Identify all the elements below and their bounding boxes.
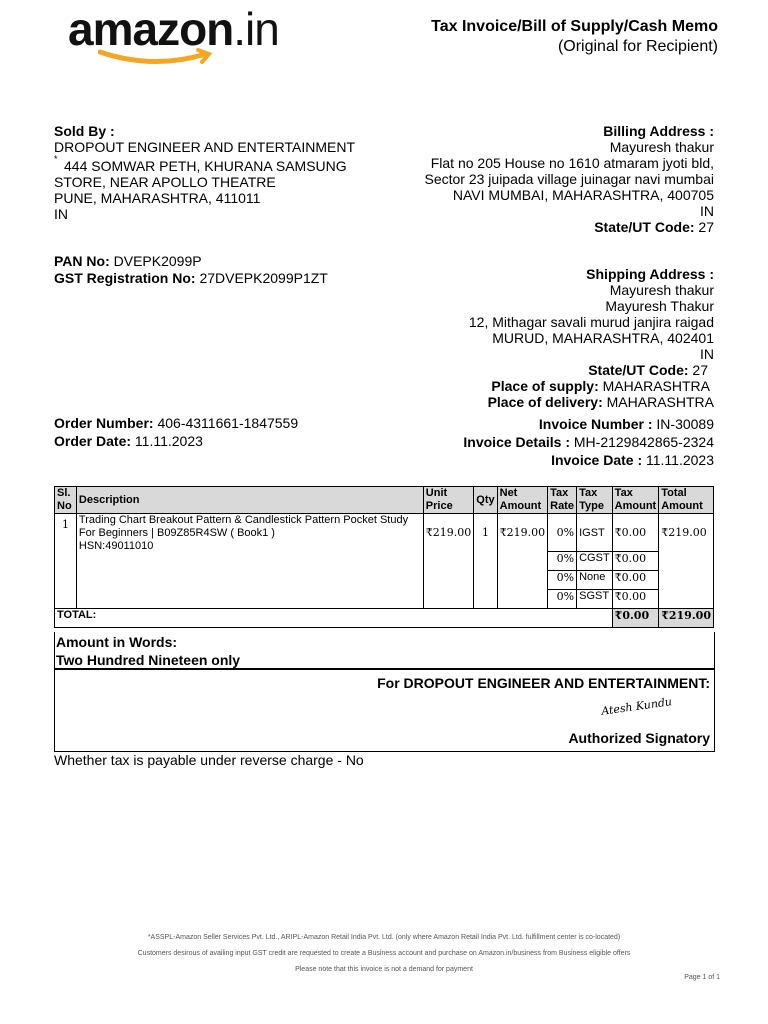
tax-type-3: SGST xyxy=(577,590,613,609)
billing-line1: Mayuresh thakur xyxy=(609,139,714,155)
order-number-value: 406-4311661-1847559 xyxy=(157,415,299,431)
seller-name: DROPOUT ENGINEER AND ENTERTAINMENT xyxy=(54,139,356,155)
total-row xyxy=(55,609,714,628)
tax-type-0: IGST xyxy=(577,514,613,552)
order-date-row xyxy=(54,433,203,449)
invoice-date-value: 11.11.2023 xyxy=(646,452,714,468)
col-tax-type: Tax Type xyxy=(577,487,613,514)
total-amount: ₹219.00 xyxy=(659,609,714,628)
sold-by-label: Sold By : xyxy=(54,123,115,139)
order-number-label: Order Number: xyxy=(54,415,154,431)
billing-address xyxy=(374,123,714,235)
page-number: Page 1 of 1 xyxy=(684,974,720,981)
item-description xyxy=(76,514,423,609)
footer-line2: Customers desirous of availing input GST credit are requested to create a Business account and purchase on Amazon.in/business from Business eligible offers xyxy=(137,950,631,957)
col-unit-price: Unit Price xyxy=(423,487,474,514)
billing-line5: IN xyxy=(700,203,714,219)
billing-line2: Flat no 205 House no 1610 atmaram jyoti bld, xyxy=(430,155,714,171)
tax-amount-2: ₹0.00 xyxy=(612,571,659,590)
billing-state-label: State/UT Code: xyxy=(594,219,695,235)
items-table xyxy=(54,486,714,628)
item-net-amount: ₹219.00 xyxy=(497,514,548,609)
tax-type-2: None xyxy=(577,571,613,590)
invoice-details-value: MH-2129842865-2324 xyxy=(573,434,714,450)
delivery-value: MAHARASHTRA xyxy=(606,394,714,410)
item-desc-line2: For Beginners | B09Z85R4SW ( Book1 ) xyxy=(78,527,275,539)
signatory-box xyxy=(54,669,715,752)
shipping-line3: 12, Mithagar savali murud janjira raigad xyxy=(468,314,714,330)
shipping-line5: IN xyxy=(700,346,714,362)
signature: Atesh Kundu xyxy=(600,695,673,718)
invoice-number-value: IN-30089 xyxy=(656,416,714,432)
signatory-for: For DROPOUT ENGINEER AND ENTERTAINMENT: xyxy=(377,675,710,691)
shipping-line1: Mayuresh thakur xyxy=(609,282,714,298)
col-net-amount: Net Amount xyxy=(497,487,548,514)
col-sl: Sl. No xyxy=(55,487,77,514)
billing-line4: NAVI MUMBAI, MAHARASHTRA, 400705 xyxy=(452,187,714,203)
logo-suffix: .in xyxy=(233,3,279,55)
gst-label: GST Registration No: xyxy=(54,270,196,286)
tax-amount-3: ₹0.00 xyxy=(612,590,659,609)
total-tax: ₹0.00 xyxy=(612,609,659,628)
col-tax-rate: Tax Rate xyxy=(548,487,577,514)
col-total-amount: Total Amount xyxy=(659,487,714,514)
seller-line2: STORE, NEAR APOLLO THEATRE xyxy=(54,174,276,190)
order-date-label: Order Date: xyxy=(54,433,132,449)
supply-value: MAHARASHTRA xyxy=(602,378,710,394)
tax-rate-2: 0% xyxy=(548,571,577,590)
billing-label: Billing Address : xyxy=(603,123,714,139)
words-value: Two Hundred Nineteen only xyxy=(56,652,241,668)
footer-line3: Please note that this invoice is not a demand for payment xyxy=(295,966,473,973)
shipping-state-label: State/UT Code: xyxy=(588,362,689,378)
amazon-logo xyxy=(68,2,318,72)
reverse-charge: Whether tax is payable under reverse charge - No xyxy=(54,752,364,768)
order-number-row xyxy=(54,415,298,431)
invoice-number-label: Invoice Number : xyxy=(538,416,653,432)
signatory-title: Authorized Signatory xyxy=(568,730,710,746)
pan-label: PAN No: xyxy=(54,253,110,269)
col-tax-amount: Tax Amount xyxy=(612,487,659,514)
pan-value: DVEPK2099P xyxy=(113,253,202,269)
total-label: TOTAL: xyxy=(55,609,613,628)
shipping-line4: MURUD, MAHARASHTRA, 402401 xyxy=(492,330,714,346)
shipping-line2: Mayuresh Thakur xyxy=(605,298,714,314)
col-description: Description xyxy=(76,487,423,514)
table-row xyxy=(55,514,714,552)
item-unit-price: ₹219.00 xyxy=(423,514,474,609)
tax-rate-1: 0% xyxy=(548,552,577,571)
tax-amount-0: ₹0.00 xyxy=(612,514,659,552)
invoice-info xyxy=(374,415,714,469)
tax-amount-1: ₹0.00 xyxy=(612,552,659,571)
gst-value: 27DVEPK2099P1ZT xyxy=(199,270,328,286)
item-sl: 1 xyxy=(55,514,77,609)
seller-line3: PUNE, MAHARASHTRA, 411011 xyxy=(54,190,261,206)
words-label: Amount in Words: xyxy=(56,634,178,650)
table-header-row xyxy=(55,487,714,514)
tax-rate-3: 0% xyxy=(548,590,577,609)
invoice-subtitle: (Original for Recipient) xyxy=(557,38,718,55)
invoice-details-label: Invoice Details : xyxy=(463,434,570,450)
col-qty: Qty xyxy=(474,487,497,514)
pan-row xyxy=(54,253,202,269)
shipping-state-value: 27 xyxy=(692,362,708,378)
invoice-title: Tax Invoice/Bill of Supply/Cash Memo xyxy=(431,18,718,35)
delivery-label: Place of delivery: xyxy=(487,394,603,410)
supply-label: Place of supply: xyxy=(491,378,599,394)
invoice-date-label: Invoice Date : xyxy=(551,452,643,468)
footer-line1: *ASSPL-Amazon Seller Services Pvt. Ltd., ARIPL-Amazon Retail India Pvt. Ltd. (only where Amazon Retail India Pvt. Ltd. fulfillment center is co-located) xyxy=(147,934,621,941)
order-date-value: 11.11.2023 xyxy=(134,433,203,449)
billing-state-value: 27 xyxy=(698,219,714,235)
item-total: ₹219.00 xyxy=(659,514,714,609)
gst-row xyxy=(54,270,328,286)
billing-line3: Sector 23 juipada village juinagar navi mumbai xyxy=(424,171,714,187)
amount-in-words-box xyxy=(54,632,715,669)
tax-type-1: CGST xyxy=(577,552,613,571)
seller-line4: IN xyxy=(54,206,68,222)
item-desc-line1: Trading Chart Breakout Pattern & Candlestick Pattern Pocket Study xyxy=(78,514,409,526)
seller-asterisk: * xyxy=(54,154,58,164)
shipping-address xyxy=(374,266,714,410)
tax-rate-0: 0% xyxy=(548,514,577,552)
item-qty: 1 xyxy=(474,514,497,609)
smile-arrow-icon xyxy=(98,48,218,68)
shipping-label: Shipping Address : xyxy=(586,266,714,282)
logo-main: amazon xyxy=(68,3,234,55)
item-desc-line3: HSN:49011010 xyxy=(78,540,154,552)
seller-line1: 444 SOMWAR PETH, KHURANA SAMSUNG xyxy=(64,158,347,174)
